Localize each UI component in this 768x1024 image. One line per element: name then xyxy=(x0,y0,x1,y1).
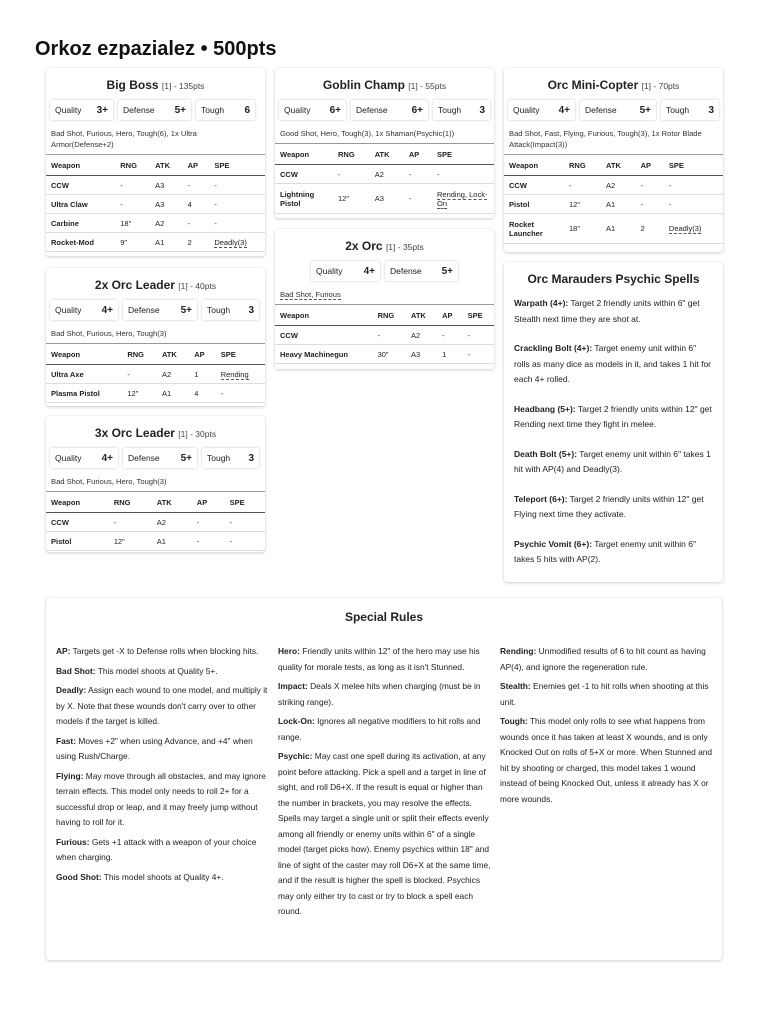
tough-label: Tough xyxy=(201,105,225,115)
quality-label: Quality xyxy=(513,105,540,115)
defense-stat xyxy=(118,100,191,120)
unit-card-2x-orc xyxy=(275,229,494,369)
weapon-row xyxy=(46,176,265,195)
unit-name: 3x Orc Leader xyxy=(94,426,175,440)
unit-card-3x-orc-leader xyxy=(46,416,265,552)
weapon-row xyxy=(46,384,265,403)
weapon-spe xyxy=(664,214,723,244)
rule-text: Friendly units within 12" of the hero may use his quality for morale tests, as long as it isn't Stunned. xyxy=(278,646,480,672)
weapon-spe: - xyxy=(463,326,494,345)
special-rules-column-2 xyxy=(278,644,492,924)
weapon-spe: - xyxy=(209,195,265,214)
unit-name: 2x Orc xyxy=(345,239,383,253)
quality-value: 4+ xyxy=(101,304,113,316)
defense-stat xyxy=(385,261,458,281)
unit-rules: Bad Shot, Fast, Flying, Furious, Tough(3), 1x Rotor Blade Attack(Impact(3)) xyxy=(509,129,702,149)
unit-title xyxy=(275,78,494,92)
tough-value: 3 xyxy=(479,104,485,116)
weapon-spe-rule: Deadly(3) xyxy=(668,224,702,233)
tough-value: 3 xyxy=(708,104,714,116)
unit-name: Goblin Champ xyxy=(322,78,405,92)
col-spe: SPE xyxy=(216,344,265,365)
rule-item xyxy=(56,664,270,680)
col-ap: AP xyxy=(192,492,225,513)
weapon-atk: A1 xyxy=(601,195,636,214)
col-weapon: Weapon xyxy=(46,155,115,176)
defense-label: Defense xyxy=(128,453,160,463)
rule-name: Rending: xyxy=(500,646,537,656)
unit-rules: Bad Shot, Furious, Hero, Tough(3) xyxy=(51,477,167,486)
unit-meta: [1] - 30pts xyxy=(178,429,217,439)
weapon-spe xyxy=(209,233,265,252)
quality-label: Quality xyxy=(316,266,343,276)
weapon-rng: 12" xyxy=(109,532,152,551)
rule-name: Bad Shot: xyxy=(56,665,96,676)
spell-item xyxy=(504,492,723,523)
spell-text: Target 2 friendly units within 12" get Flying next time they activate. xyxy=(514,493,704,519)
defense-value: 5+ xyxy=(441,265,453,277)
rule-item xyxy=(500,714,714,807)
weapon-ap: - xyxy=(183,176,210,195)
defense-value: 5+ xyxy=(639,104,651,116)
weapon-atk: A2 xyxy=(157,365,189,384)
weapon-ap: 4 xyxy=(189,384,216,403)
weapon-rng: - xyxy=(333,165,370,184)
spell-text: Target 2 friendly units within 12" get Rending next time they fight in melee. xyxy=(514,403,712,429)
unit-meta: [1] - 55pts xyxy=(408,81,447,91)
weapon-name: CCW xyxy=(504,176,564,195)
special-rules-card xyxy=(46,598,722,960)
weapon-atk: A1 xyxy=(157,384,189,403)
weapon-name: Pistol xyxy=(46,532,109,551)
weapon-table xyxy=(504,154,723,244)
tough-stat xyxy=(196,100,255,120)
weapon-name: Rocket-Mod xyxy=(46,233,115,252)
unit-meta: [1] - 35pts xyxy=(385,242,424,252)
weapon-spe xyxy=(432,184,494,214)
spell-item xyxy=(504,341,723,388)
weapon-table xyxy=(46,491,265,551)
spell-name: Psychic Vomit (6+): xyxy=(514,538,593,549)
weapon-atk: A3 xyxy=(370,184,404,214)
weapon-row xyxy=(46,214,265,233)
col-spe: SPE xyxy=(432,144,494,165)
weapon-row xyxy=(275,326,494,345)
weapon-name: CCW xyxy=(275,326,373,345)
unit-rules-text: Bad Shot, Furious xyxy=(280,290,341,299)
weapon-table xyxy=(46,343,265,403)
rule-item xyxy=(278,644,492,675)
weapon-ap: 2 xyxy=(636,214,664,244)
weapon-row xyxy=(275,165,494,184)
defense-label: Defense xyxy=(123,105,155,115)
quality-value: 3+ xyxy=(96,104,108,116)
col-ap: AP xyxy=(437,305,463,326)
defense-stat xyxy=(123,300,197,320)
weapon-name: Rocket Launcher xyxy=(504,214,564,244)
rule-name: Lock-On: xyxy=(278,716,315,726)
weapon-rng: - xyxy=(115,176,150,195)
rule-item xyxy=(278,749,492,920)
col-atk: ATK xyxy=(601,155,636,176)
spell-item xyxy=(504,402,723,433)
tough-label: Tough xyxy=(207,305,231,315)
weapon-ap: - xyxy=(183,214,210,233)
spell-text: Target enemy unit within 6" rolls as many dice as models in it, and takes 1 hit for each 4+ rolled. xyxy=(514,343,712,384)
rule-text: Deals X melee hits when charging (must be in striking range). xyxy=(278,681,481,707)
rule-name: Stealth: xyxy=(500,681,531,691)
rule-text: This model only rolls to see what happens from wounds once it has taken at least X wounds, and is only Knocked Out on rolls of 5+X or more. When Stunned and hit by shooting or charged, this model takes 1 wound instead of being Knocked Out, unless it already has X or more wounds. xyxy=(500,716,713,804)
spell-name: Warpath (4+): xyxy=(514,298,569,308)
weapon-name: Ultra Claw xyxy=(46,195,115,214)
weapon-rng: 30" xyxy=(373,345,406,364)
rule-item xyxy=(56,835,270,866)
unit-name: Orc Mini-Copter xyxy=(547,78,639,92)
rule-text: May cast one spell during its activation, at any point before attacking. Pick a spell and a target in line of sight, and roll D6+X. If the result is equal or higher than the number in brackets, you may resolve the effects. Spells may target a single unit or split their effects evenly among all friendly or enemy units within 6" of a single model (target picks how). Enemy psychics within 18" and line of sight of the caster may roll D6+X at the same time, and if the result is higher the spell is blocked. Psychics may only either try to cast or try to block a spell each round. xyxy=(278,751,491,916)
weapon-rng: - xyxy=(109,513,152,532)
weapon-header-row xyxy=(46,344,265,365)
weapon-name: CCW xyxy=(275,165,333,184)
stat-row xyxy=(46,100,265,120)
unit-rules: Bad Shot, Furious, Hero, Tough(3) xyxy=(51,329,167,338)
weapon-header-row xyxy=(46,155,265,176)
stat-row xyxy=(46,448,265,468)
spell-text: Target 2 friendly units within 6" get Stealth next time they are shot at. xyxy=(514,298,700,324)
special-rules-title: Special Rules xyxy=(344,610,424,624)
weapon-rng: 12" xyxy=(564,195,601,214)
col-ap: AP xyxy=(183,155,210,176)
rule-name: Tough: xyxy=(500,716,528,726)
weapon-spe xyxy=(216,365,265,384)
unit-meta: [1] - 70pts xyxy=(641,81,680,91)
rule-name: Deadly: xyxy=(56,685,87,695)
rule-text: This model shoots at Quality 4+. xyxy=(103,871,224,882)
weapon-spe: - xyxy=(664,195,723,214)
weapon-row xyxy=(504,195,723,214)
rule-text: Assign each wound to one model, and multiply it by X. Note that these wounds don't carry over to other models if the target is killed. xyxy=(56,685,268,726)
weapon-rng: - xyxy=(373,326,406,345)
weapon-spe: - xyxy=(209,214,265,233)
col-atk: ATK xyxy=(370,144,404,165)
col-ap: AP xyxy=(189,344,216,365)
weapon-atk: A2 xyxy=(406,326,437,345)
rule-name: Hero: xyxy=(278,646,300,656)
weapon-ap: - xyxy=(437,326,463,345)
weapon-atk: A3 xyxy=(150,195,183,214)
col-spe: SPE xyxy=(463,305,494,326)
quality-stat xyxy=(50,100,113,120)
rule-item xyxy=(56,769,270,831)
weapon-header-row xyxy=(46,492,265,513)
quality-stat xyxy=(279,100,346,120)
tough-stat xyxy=(202,300,259,320)
weapon-ap: - xyxy=(192,513,225,532)
spell-item xyxy=(504,447,723,478)
weapon-atk: A3 xyxy=(406,345,437,364)
unit-title xyxy=(275,239,494,253)
unit-rules: Bad Shot, Furious, Hero, Tough(6), 1x Ultra Armor(Defense+2) xyxy=(51,129,197,149)
unit-name: Big Boss xyxy=(106,78,159,92)
weapon-header-row xyxy=(504,155,723,176)
unit-rules: Good Shot, Hero, Tough(3), 1x Shaman(Psychic(1)) xyxy=(280,129,455,138)
col-weapon: Weapon xyxy=(504,155,564,176)
rule-name: Furious: xyxy=(56,836,90,847)
weapon-name: Plasma Pistol xyxy=(46,384,122,403)
rule-item xyxy=(56,734,270,765)
weapon-header-row xyxy=(275,144,494,165)
unit-title xyxy=(46,78,265,92)
rule-item xyxy=(278,714,492,745)
stat-row xyxy=(504,100,723,120)
weapon-row xyxy=(46,195,265,214)
weapon-spe: - xyxy=(664,176,723,195)
col-rng: RNG xyxy=(564,155,601,176)
spell-text: Target enemy unit within 6" takes 1 hit with AP(4) and Deadly(3). xyxy=(514,448,711,474)
weapon-table xyxy=(46,154,265,252)
weapon-row xyxy=(46,513,265,532)
weapon-ap: - xyxy=(636,176,664,195)
rule-text: Gets +1 attack with a weapon of your choice when charging. xyxy=(56,836,257,862)
stat-row xyxy=(275,261,494,281)
unit-card-orc-mini-copter xyxy=(504,68,723,252)
defense-value: 5+ xyxy=(174,104,186,116)
spell-name: Death Bolt (5+): xyxy=(514,448,578,459)
weapon-ap: 2 xyxy=(183,233,210,252)
weapon-row xyxy=(275,184,494,214)
col-weapon: Weapon xyxy=(275,305,373,326)
special-rules-column-1 xyxy=(56,644,270,889)
tough-value: 3 xyxy=(248,452,254,464)
tough-stat xyxy=(661,100,719,120)
rule-name: AP: xyxy=(56,646,71,656)
weapon-ap: 1 xyxy=(189,365,216,384)
unit-meta: [1] - 40pts xyxy=(178,281,217,291)
col-ap: AP xyxy=(404,144,432,165)
defense-stat xyxy=(123,448,197,468)
tough-value: 3 xyxy=(248,304,254,316)
col-weapon: Weapon xyxy=(46,344,122,365)
page-title: Orkoz ezpazialez • 500pts xyxy=(35,38,277,60)
rule-item xyxy=(278,679,492,710)
defense-stat xyxy=(351,100,428,120)
weapon-ap: - xyxy=(404,184,432,214)
quality-stat xyxy=(311,261,380,281)
weapon-spe: - xyxy=(463,345,494,364)
rule-name: Psychic: xyxy=(278,751,313,761)
weapon-atk: A1 xyxy=(601,214,636,244)
quality-value: 4+ xyxy=(363,265,375,277)
weapon-name: Heavy Machinegun xyxy=(275,345,373,364)
quality-label: Quality xyxy=(55,105,82,115)
rule-name: Fast: xyxy=(56,735,77,746)
rule-item xyxy=(56,870,270,886)
rule-item xyxy=(56,683,270,730)
weapon-spe: - xyxy=(209,176,265,195)
weapon-ap: - xyxy=(192,532,225,551)
weapon-ap: - xyxy=(636,195,664,214)
col-spe: SPE xyxy=(209,155,265,176)
weapon-atk: A1 xyxy=(152,532,192,551)
spell-item xyxy=(504,296,723,327)
quality-value: 4+ xyxy=(558,104,570,116)
unit-meta: [1] - 135pts xyxy=(161,81,205,91)
unit-card-big-boss xyxy=(46,68,265,256)
defense-value: 6+ xyxy=(411,104,423,116)
weapon-spe-rule: Deadly(3) xyxy=(214,237,247,247)
unit-rules xyxy=(275,289,494,300)
weapon-name: Ultra Axe xyxy=(46,365,122,384)
rule-text: Targets get -X to Defense rolls when blocking hits. xyxy=(72,646,259,656)
psychic-spells-card xyxy=(504,262,723,582)
weapon-name: CCW xyxy=(46,513,109,532)
defense-label: Defense xyxy=(356,105,388,115)
col-rng: RNG xyxy=(333,144,370,165)
weapon-spe: - xyxy=(216,384,265,403)
rule-name: Flying: xyxy=(56,770,84,781)
spell-text: Target enemy unit within 6" takes 5 hits with AP(2). xyxy=(514,538,697,564)
weapon-ap: 1 xyxy=(437,345,463,364)
weapon-rng: - xyxy=(115,195,150,214)
weapon-spe-rule: Rending, Lock-On xyxy=(437,189,488,208)
weapon-atk: A1 xyxy=(150,233,183,252)
weapon-table xyxy=(275,304,494,364)
col-rng: RNG xyxy=(115,155,150,176)
weapon-table xyxy=(275,143,494,214)
col-weapon: Weapon xyxy=(46,492,109,513)
col-ap: AP xyxy=(636,155,664,176)
col-rng: RNG xyxy=(122,344,157,365)
rule-item xyxy=(500,644,714,675)
weapon-rng: 12" xyxy=(122,384,157,403)
weapon-ap: - xyxy=(404,165,432,184)
quality-value: 6+ xyxy=(329,104,341,116)
weapon-ap: 4 xyxy=(183,195,210,214)
weapon-rng: 18" xyxy=(115,214,150,233)
weapon-row xyxy=(46,532,265,551)
stat-row xyxy=(46,300,265,320)
spell-name: Crackling Bolt (4+): xyxy=(514,343,593,353)
col-rng: RNG xyxy=(109,492,152,513)
col-weapon: Weapon xyxy=(275,144,333,165)
defense-stat xyxy=(580,100,656,120)
quality-stat xyxy=(50,300,118,320)
weapon-rng: 18" xyxy=(564,214,601,244)
weapon-rng: 9" xyxy=(115,233,150,252)
defense-label: Defense xyxy=(390,266,422,276)
quality-stat xyxy=(50,448,118,468)
quality-stat xyxy=(508,100,575,120)
spell-name: Headbang (5+): xyxy=(514,403,576,414)
unit-title xyxy=(46,426,265,440)
col-atk: ATK xyxy=(150,155,183,176)
weapon-atk: A2 xyxy=(150,214,183,233)
weapon-name: Pistol xyxy=(504,195,564,214)
weapon-name: CCW xyxy=(46,176,115,195)
weapon-atk: A3 xyxy=(150,176,183,195)
defense-value: 5+ xyxy=(180,452,192,464)
col-atk: ATK xyxy=(406,305,437,326)
weapon-row xyxy=(46,233,265,252)
weapon-name: Carbine xyxy=(46,214,115,233)
weapon-atk: A2 xyxy=(152,513,192,532)
special-rules-column-3 xyxy=(500,644,714,811)
unit-name: 2x Orc Leader xyxy=(94,278,175,292)
unit-card-2x-orc-leader xyxy=(46,268,265,406)
rule-text: Unmodified results of 6 to hit count as having AP(4), and ignore the regeneration rule. xyxy=(500,646,706,672)
col-spe: SPE xyxy=(664,155,723,176)
weapon-header-row xyxy=(275,305,494,326)
rule-name: Impact: xyxy=(278,681,308,691)
weapon-atk: A2 xyxy=(370,165,404,184)
weapon-row xyxy=(504,214,723,244)
tough-label: Tough xyxy=(207,453,231,463)
unit-title xyxy=(504,78,723,92)
col-atk: ATK xyxy=(152,492,192,513)
defense-label: Defense xyxy=(585,105,617,115)
defense-value: 5+ xyxy=(180,304,192,316)
weapon-rng: - xyxy=(122,365,157,384)
spell-item xyxy=(504,537,723,568)
tough-value: 6 xyxy=(244,104,250,116)
rule-item xyxy=(56,644,270,660)
weapon-spe: - xyxy=(225,532,265,551)
rule-text: Moves +2" when using Advance, and +4" when using Rush/Charge. xyxy=(56,735,253,761)
rule-name: Good Shot: xyxy=(56,871,102,882)
rule-text: This model shoots at Quality 5+. xyxy=(97,665,218,676)
quality-label: Quality xyxy=(284,105,311,115)
weapon-rng: 12" xyxy=(333,184,370,214)
rule-item xyxy=(500,679,714,710)
tough-label: Tough xyxy=(438,105,462,115)
unit-title xyxy=(46,278,265,292)
spell-name: Teleport (6+): xyxy=(514,493,568,504)
tough-stat xyxy=(202,448,259,468)
col-spe: SPE xyxy=(225,492,265,513)
weapon-spe-rule: Rending xyxy=(220,369,249,379)
col-rng: RNG xyxy=(373,305,406,326)
spells-title: Orc Marauders Psychic Spells xyxy=(527,272,700,286)
tough-label: Tough xyxy=(666,105,690,115)
unit-card-goblin-champ xyxy=(275,68,494,218)
weapon-rng: - xyxy=(564,176,601,195)
weapon-row xyxy=(504,176,723,195)
col-atk: ATK xyxy=(157,344,189,365)
weapon-name: Lightning Pistol xyxy=(275,184,333,214)
weapon-atk: A2 xyxy=(601,176,636,195)
quality-label: Quality xyxy=(55,305,82,315)
rule-text: May move through all obstacles, and may ignore terrain effects. This model only needs to roll 2+ for a successful drop or leap, and it may freely jump without having to roll for it. xyxy=(56,770,266,827)
weapon-row xyxy=(275,345,494,364)
rule-text: Ignores all negative modifiers to hit rolls and range. xyxy=(278,716,481,742)
weapon-spe: - xyxy=(225,513,265,532)
quality-label: Quality xyxy=(55,453,82,463)
stat-row xyxy=(275,100,494,120)
quality-value: 4+ xyxy=(101,452,113,464)
weapon-row xyxy=(46,365,265,384)
weapon-spe: - xyxy=(432,165,494,184)
rule-text: Enemies get -1 to hit rolls when shooting at this unit. xyxy=(500,681,709,707)
tough-stat xyxy=(433,100,490,120)
defense-label: Defense xyxy=(128,305,160,315)
